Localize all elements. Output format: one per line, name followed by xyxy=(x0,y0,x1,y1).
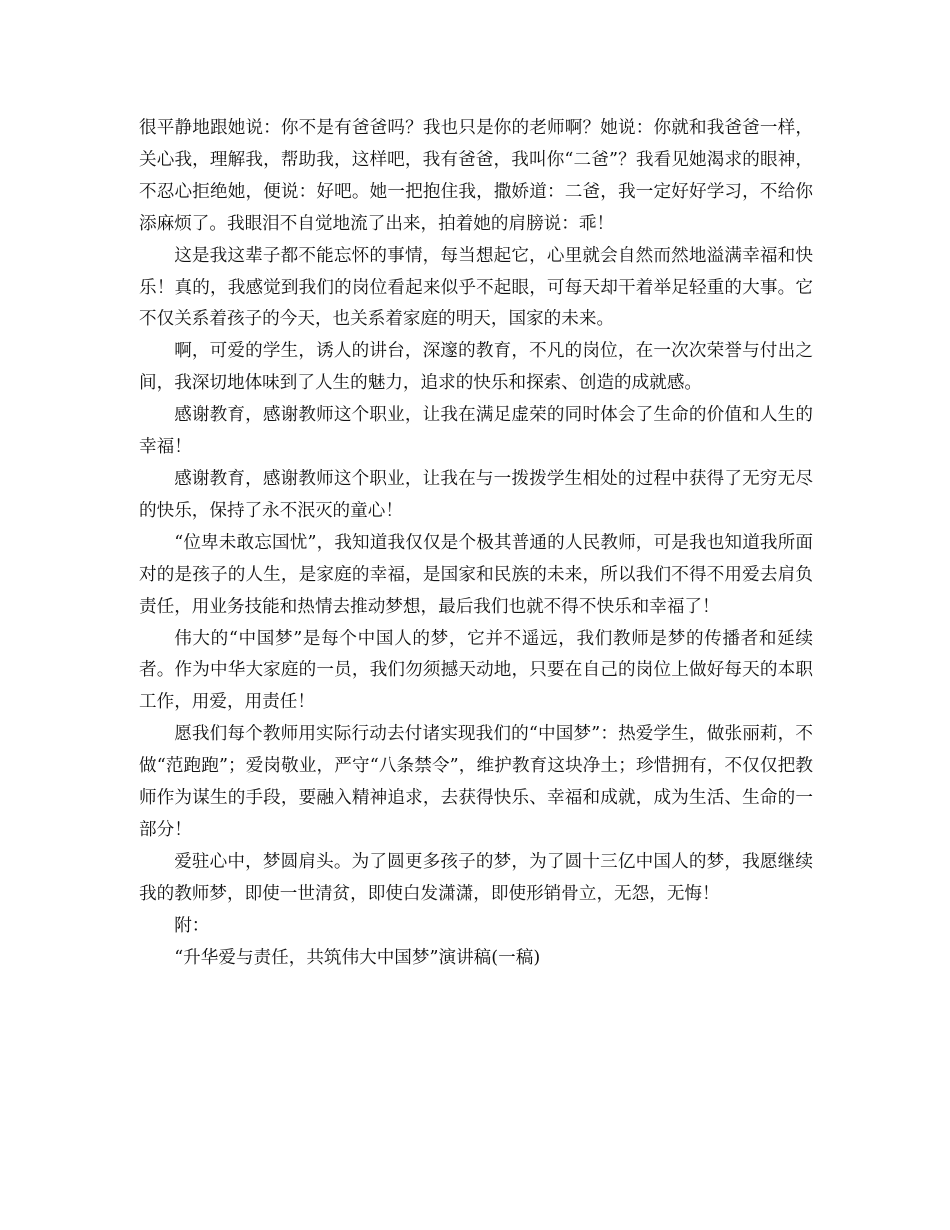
paragraph-unforgettable: 这是我这辈子都不能忘怀的事情，每当想起它，心里就会自然而然地溢满幸福和快乐！真的，我感觉到我们的岗位看起来似乎不起眼，可每天却干着举足轻重的大事。它不仅关系着孩子的今天，也关系着家庭的明天，国家的未来。 xyxy=(139,245,813,330)
paragraph-wish: 愿我们每个教师用实际行动去付诸实现我们的“中国梦”：热爱学生，做张丽莉，不做“范跑跑”；爱岗敬业，严守“八条禁令”，维护教育这块净土；珍惜拥有，不仅仅把教师作为谋生的手段，要融入精神追求，去获得快乐、幸福和成就，成为生活、生命的一部分！ xyxy=(139,724,813,840)
paragraph-appendix-label: 附： xyxy=(174,915,210,936)
paragraph-lovely-students: 啊，可爱的学生，诱人的讲台，深邃的教育，不凡的岗位，在一次次荣誉与付出之间，我深切地体味到了人生的魅力，追求的快乐和探索、创造的成就感。 xyxy=(139,341,813,394)
paragraph-appendix-title: “升华爱与责任，共筑伟大中国梦”演讲稿(一稿) xyxy=(174,947,541,968)
paragraph-thanks-education-2: 感谢教育，感谢教师这个职业，让我在与一拨拨学生相处的过程中获得了无穷无尽的快乐，保持了永不泯灭的童心！ xyxy=(139,468,813,521)
document-page xyxy=(139,113,813,974)
paragraph-humble-position: “位卑未敢忘国忧”，我知道我仅仅是个极其普通的人民教师，可是我也知道我所面对的是孩子的人生，是家庭的幸福，是国家和民族的未来，所以我们不得不用爱去肩负责任，用业务技能和热情去推动梦想，最后我们也就不得不快乐和幸福了！ xyxy=(139,532,813,617)
paragraph-love-in-heart: 爱驻心中，梦圆肩头。为了圆更多孩子的梦，为了圆十三亿中国人的梦，我愿继续我的教师梦，即使一世清贫，即使白发潇潇，即使形销骨立，无怨，无悔！ xyxy=(139,851,813,904)
paragraph-thanks-education-1: 感谢教育，感谢教师这个职业，让我在满足虚荣的同时体会了生命的价值和人生的幸福！ xyxy=(139,405,813,458)
paragraph-continued: 很平静地跟她说：你不是有爸爸吗？我也只是你的老师啊？她说：你就和我爸爸一样，关心我，理解我，帮助我，这样吧，我有爸爸，我叫你“二爸”？我看见她渴求的眼神，不忍心拒绝她，便说：好吧。她一把抱住我，撒娇道：二爸，我一定好好学习，不给你添麻烦了。我眼泪不自觉地流了出来，拍着她的肩膀说：乖！ xyxy=(139,118,813,234)
paragraph-china-dream: 伟大的“中国梦”是每个中国人的梦，它并不遥远，我们教师是梦的传播者和延续者。作为中华大家庭的一员，我们勿须撼天动地，只要在自己的岗位上做好每天的本职工作，用爱，用责任！ xyxy=(139,628,813,713)
